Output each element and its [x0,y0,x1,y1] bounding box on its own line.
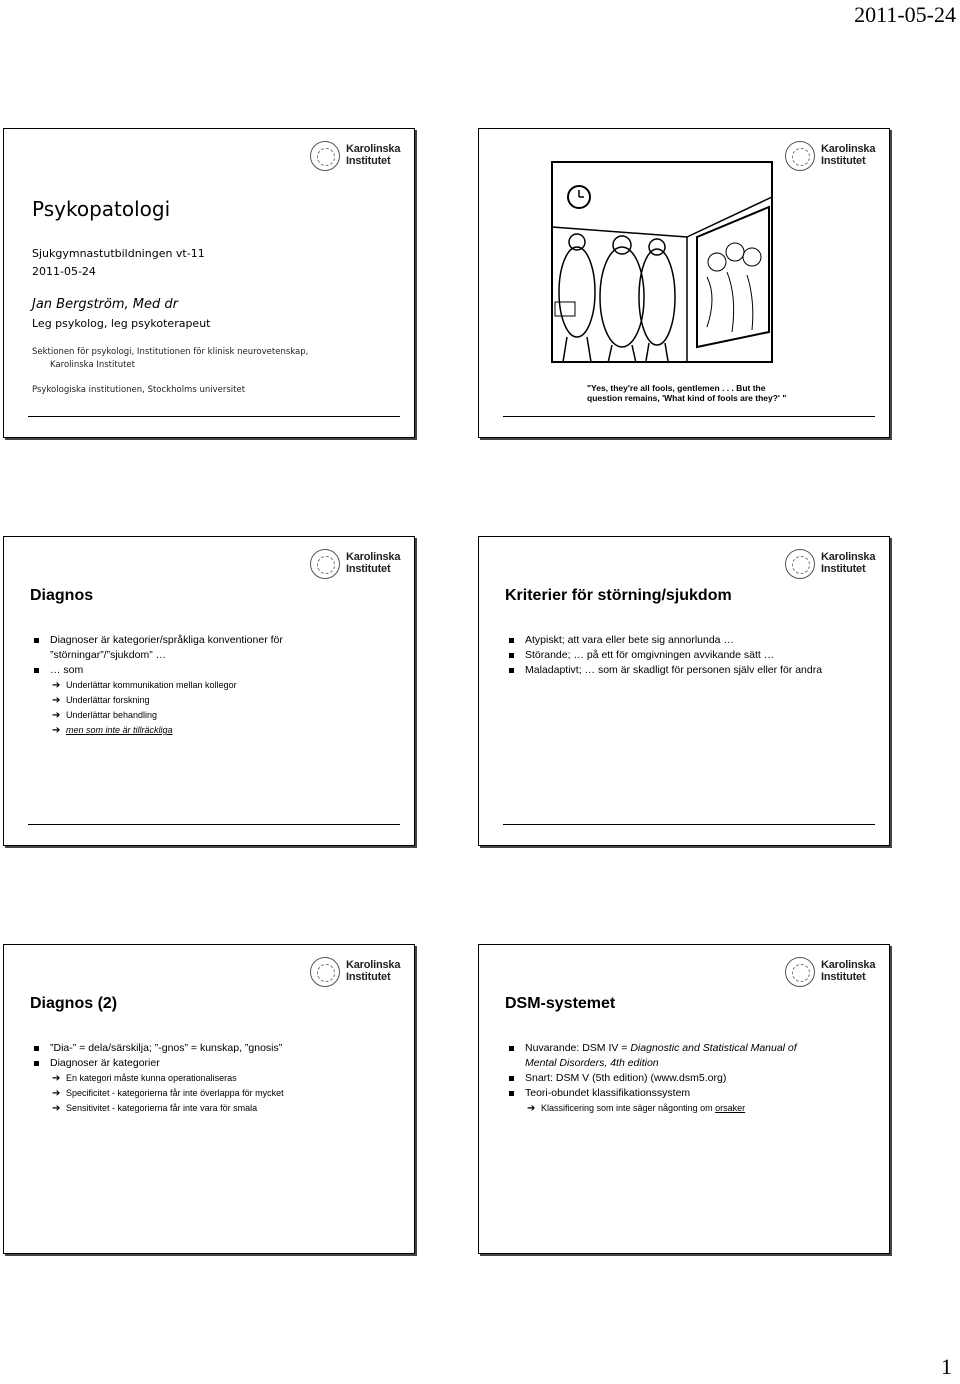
list-item: Störande; … på ett för omgivningen avvikande sätt … [507,648,879,663]
page-number: 1 [941,1354,952,1379]
sub-item: ➔ Specificitet - kategorierna får inte överlappa för mycket [52,1088,284,1099]
list-item: Atypiskt; att vara eller bete sig annorlunda … [507,633,879,648]
slide-rule [28,824,400,825]
slide-rule [28,416,400,417]
affiliation-1: Sektionen för psykologi, Institutionen för klinisk neurovetenskap, [32,347,309,357]
logo-line2: Institutet [346,155,391,167]
sub-item: ➔ Klassificering som inte säger någonting om orsaker [527,1103,746,1114]
arrow-icon: ➔ [527,1103,536,1114]
list-item: Maladaptivt; … som är skadligt för personen själv eller för andra [507,663,879,678]
slide-title: DSM-systemet [505,995,616,1012]
seal-icon [785,549,815,579]
bullet-list [507,633,879,678]
page-date: 2011-05-24 [854,2,956,27]
sub-item: ➔ Underlättar behandling [52,710,158,721]
sub-item: ➔ Underlättar kommunikation mellan kollegor [52,680,237,691]
course-date: 2011-05-24 [32,265,96,278]
arrow-icon: ➔ [52,695,61,706]
bullet-list [507,1041,879,1116]
seal-icon [310,957,340,987]
sub-item: ➔ En kategori måste kunna operationaliseras [52,1073,237,1084]
cartoon-caption [587,383,787,403]
slide-1 [3,128,415,438]
logo-line1: Karolinska [821,143,876,155]
author-name: Jan Bergström, Med dr [32,297,178,312]
arrow-icon: ➔ [52,725,61,736]
slide-rule [503,824,875,825]
caption-line1: "Yes, they're all fools, gentlemen . . . But the [587,383,766,393]
logo-line2: Institutet [821,155,866,167]
affiliation-2: Psykologiska institutionen, Stockholms universitet [32,385,246,395]
bullet-list [32,1041,404,1116]
seal-icon [785,957,815,987]
seal-icon [310,141,340,171]
slide-rule [503,416,875,417]
slide-title: Diagnos [30,587,94,604]
slide-title: Diagnos (2) [30,995,118,1012]
karolinska-logo [785,549,881,579]
logo-line1: Karolinska [821,959,876,971]
arrow-icon: ➔ [52,1073,61,1084]
logo-line2: Institutet [346,563,391,575]
seal-icon [310,549,340,579]
logo-line1: Karolinska [821,551,876,563]
logo-line2: Institutet [821,971,866,983]
slide-3 [3,536,415,846]
list-item: Nuvarande: DSM IV = Diagnostic and Statistical Manual of Mental Disorders, 4th edition [507,1041,879,1071]
logo-line1: Karolinska [346,143,401,155]
slide-6 [478,944,890,1254]
karolinska-logo [310,141,406,171]
bullet-list [32,633,404,738]
list-item: ”Dia-” = dela/särskilja; ”-gnos” = kunskap, ”gnosis” [32,1041,404,1056]
caption-line2: question remains, 'What kind of fools are they?' " [587,393,787,403]
slide-4 [478,536,890,846]
seal-icon [785,141,815,171]
karolinska-logo [310,549,406,579]
sub-item: ➔ men som inte är tillräckliga [52,725,173,736]
sub-item: ➔ Underlättar forskning [52,695,150,706]
slide-2 [478,128,890,438]
logo-line1: Karolinska [346,551,401,563]
list-item: … som [32,663,404,678]
affiliation-1b: Karolinska Institutet [50,360,135,370]
logo-line2: Institutet [821,563,866,575]
karolinska-logo [785,957,881,987]
sub-item: ➔ Sensitivitet - kategorierna får inte vara för smala [52,1103,258,1114]
orsaker-link: orsaker [715,1103,746,1113]
list-item: Diagnoser är kategorier [32,1056,404,1071]
arrow-icon: ➔ [52,1088,61,1099]
karolinska-logo [785,141,881,171]
course-name: Sjukgymnastutbildningen vt-11 [32,247,205,260]
list-item: Snart: DSM V (5th edition) (www.dsm5.org) [507,1071,879,1086]
logo-line2: Institutet [346,971,391,983]
list-item: Teori-obundet klassifikationssystem [507,1086,879,1101]
arrow-icon: ➔ [52,680,61,691]
slide-5 [3,944,415,1254]
slide-title: Psykopatologi [32,197,171,221]
karolinska-logo [310,957,406,987]
arrow-icon: ➔ [52,1103,61,1114]
slide-title: Kriterier för störning/sjukdom [505,587,732,604]
list-item: Diagnoser är kategorier/språkliga konventioner för ”störningar”/”sjukdom” … [32,633,404,663]
author-role: Leg psykolog, leg psykoterapeut [32,317,211,330]
logo-line1: Karolinska [346,959,401,971]
arrow-icon: ➔ [52,710,61,721]
cartoon-illustration [507,157,777,377]
